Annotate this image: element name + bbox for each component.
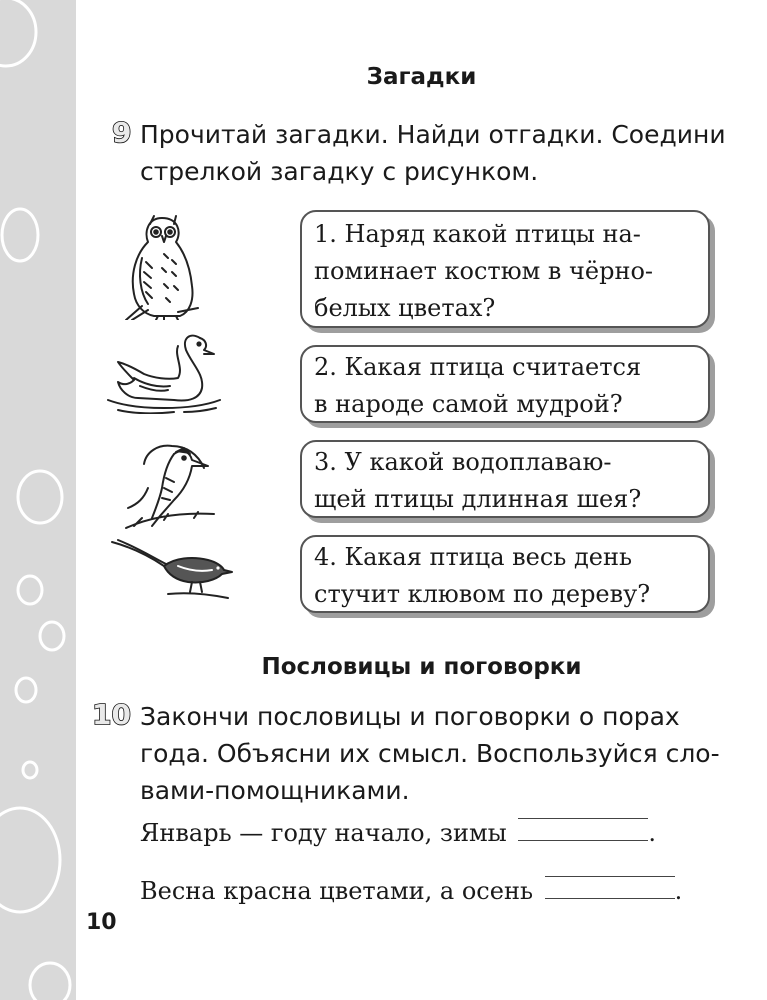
riddle-box-2[interactable] [300, 345, 710, 423]
task-number-9: 9 [112, 116, 132, 149]
instruction-line: Прочитай загадки. Найди отгадки. Соедини [140, 120, 726, 149]
instruction-line: стрелкой загадку с рисунком. [140, 157, 539, 186]
decorative-side-strip [0, 0, 76, 1000]
riddle-line: щей птицы длинная шея? [314, 485, 642, 513]
task-10-instruction [140, 698, 730, 809]
page-number: 10 [86, 910, 117, 935]
riddle-line: стучит клювом по дереву? [314, 580, 651, 608]
riddle-line: 4. Какая птица весь день [314, 543, 633, 571]
riddle-line: поминает костюм в чёрно- [314, 257, 654, 285]
bubbles-decoration [0, 0, 76, 1000]
proverb-2 [140, 876, 730, 906]
riddle-box-1[interactable] [300, 210, 710, 328]
magpie-picture[interactable] [108, 536, 234, 602]
riddle-line: белых цветах? [314, 294, 496, 322]
riddle-line: 2. Какая птица считается [314, 353, 642, 381]
proverb-end: . [674, 877, 683, 905]
riddle-line: 3. У какой водоплаваю- [314, 448, 612, 476]
proverb-1 [140, 818, 730, 848]
section-title-proverbs: Пословицы и поговорки [261, 654, 582, 680]
task-number-10: 10 [92, 698, 131, 731]
answer-blank-2[interactable] [545, 876, 675, 899]
woodpecker-picture[interactable] [124, 438, 216, 530]
riddle-box-3[interactable] [300, 440, 710, 518]
riddle-line: 1. Наряд какой птицы на- [314, 220, 641, 248]
proverb-text: Январь — году начало, зимы [140, 819, 507, 847]
instruction-line: вами-помощниками. [140, 776, 410, 805]
proverb-text: Весна красна цветами, а осень [140, 877, 534, 905]
riddle-box-4[interactable] [300, 535, 710, 613]
task-9-instruction [140, 116, 730, 190]
instruction-line: года. Объясни их смысл. Воспользуйся сло- [140, 739, 720, 768]
section-title-riddles: Загадки [366, 64, 477, 90]
owl-picture[interactable] [118, 208, 214, 320]
swan-picture[interactable] [104, 328, 224, 414]
instruction-line: Закончи пословицы и поговорки о порах [140, 702, 680, 731]
proverb-end: . [648, 819, 657, 847]
riddle-line: в народе самой мудрой? [314, 390, 623, 418]
answer-blank-1[interactable] [518, 818, 648, 841]
